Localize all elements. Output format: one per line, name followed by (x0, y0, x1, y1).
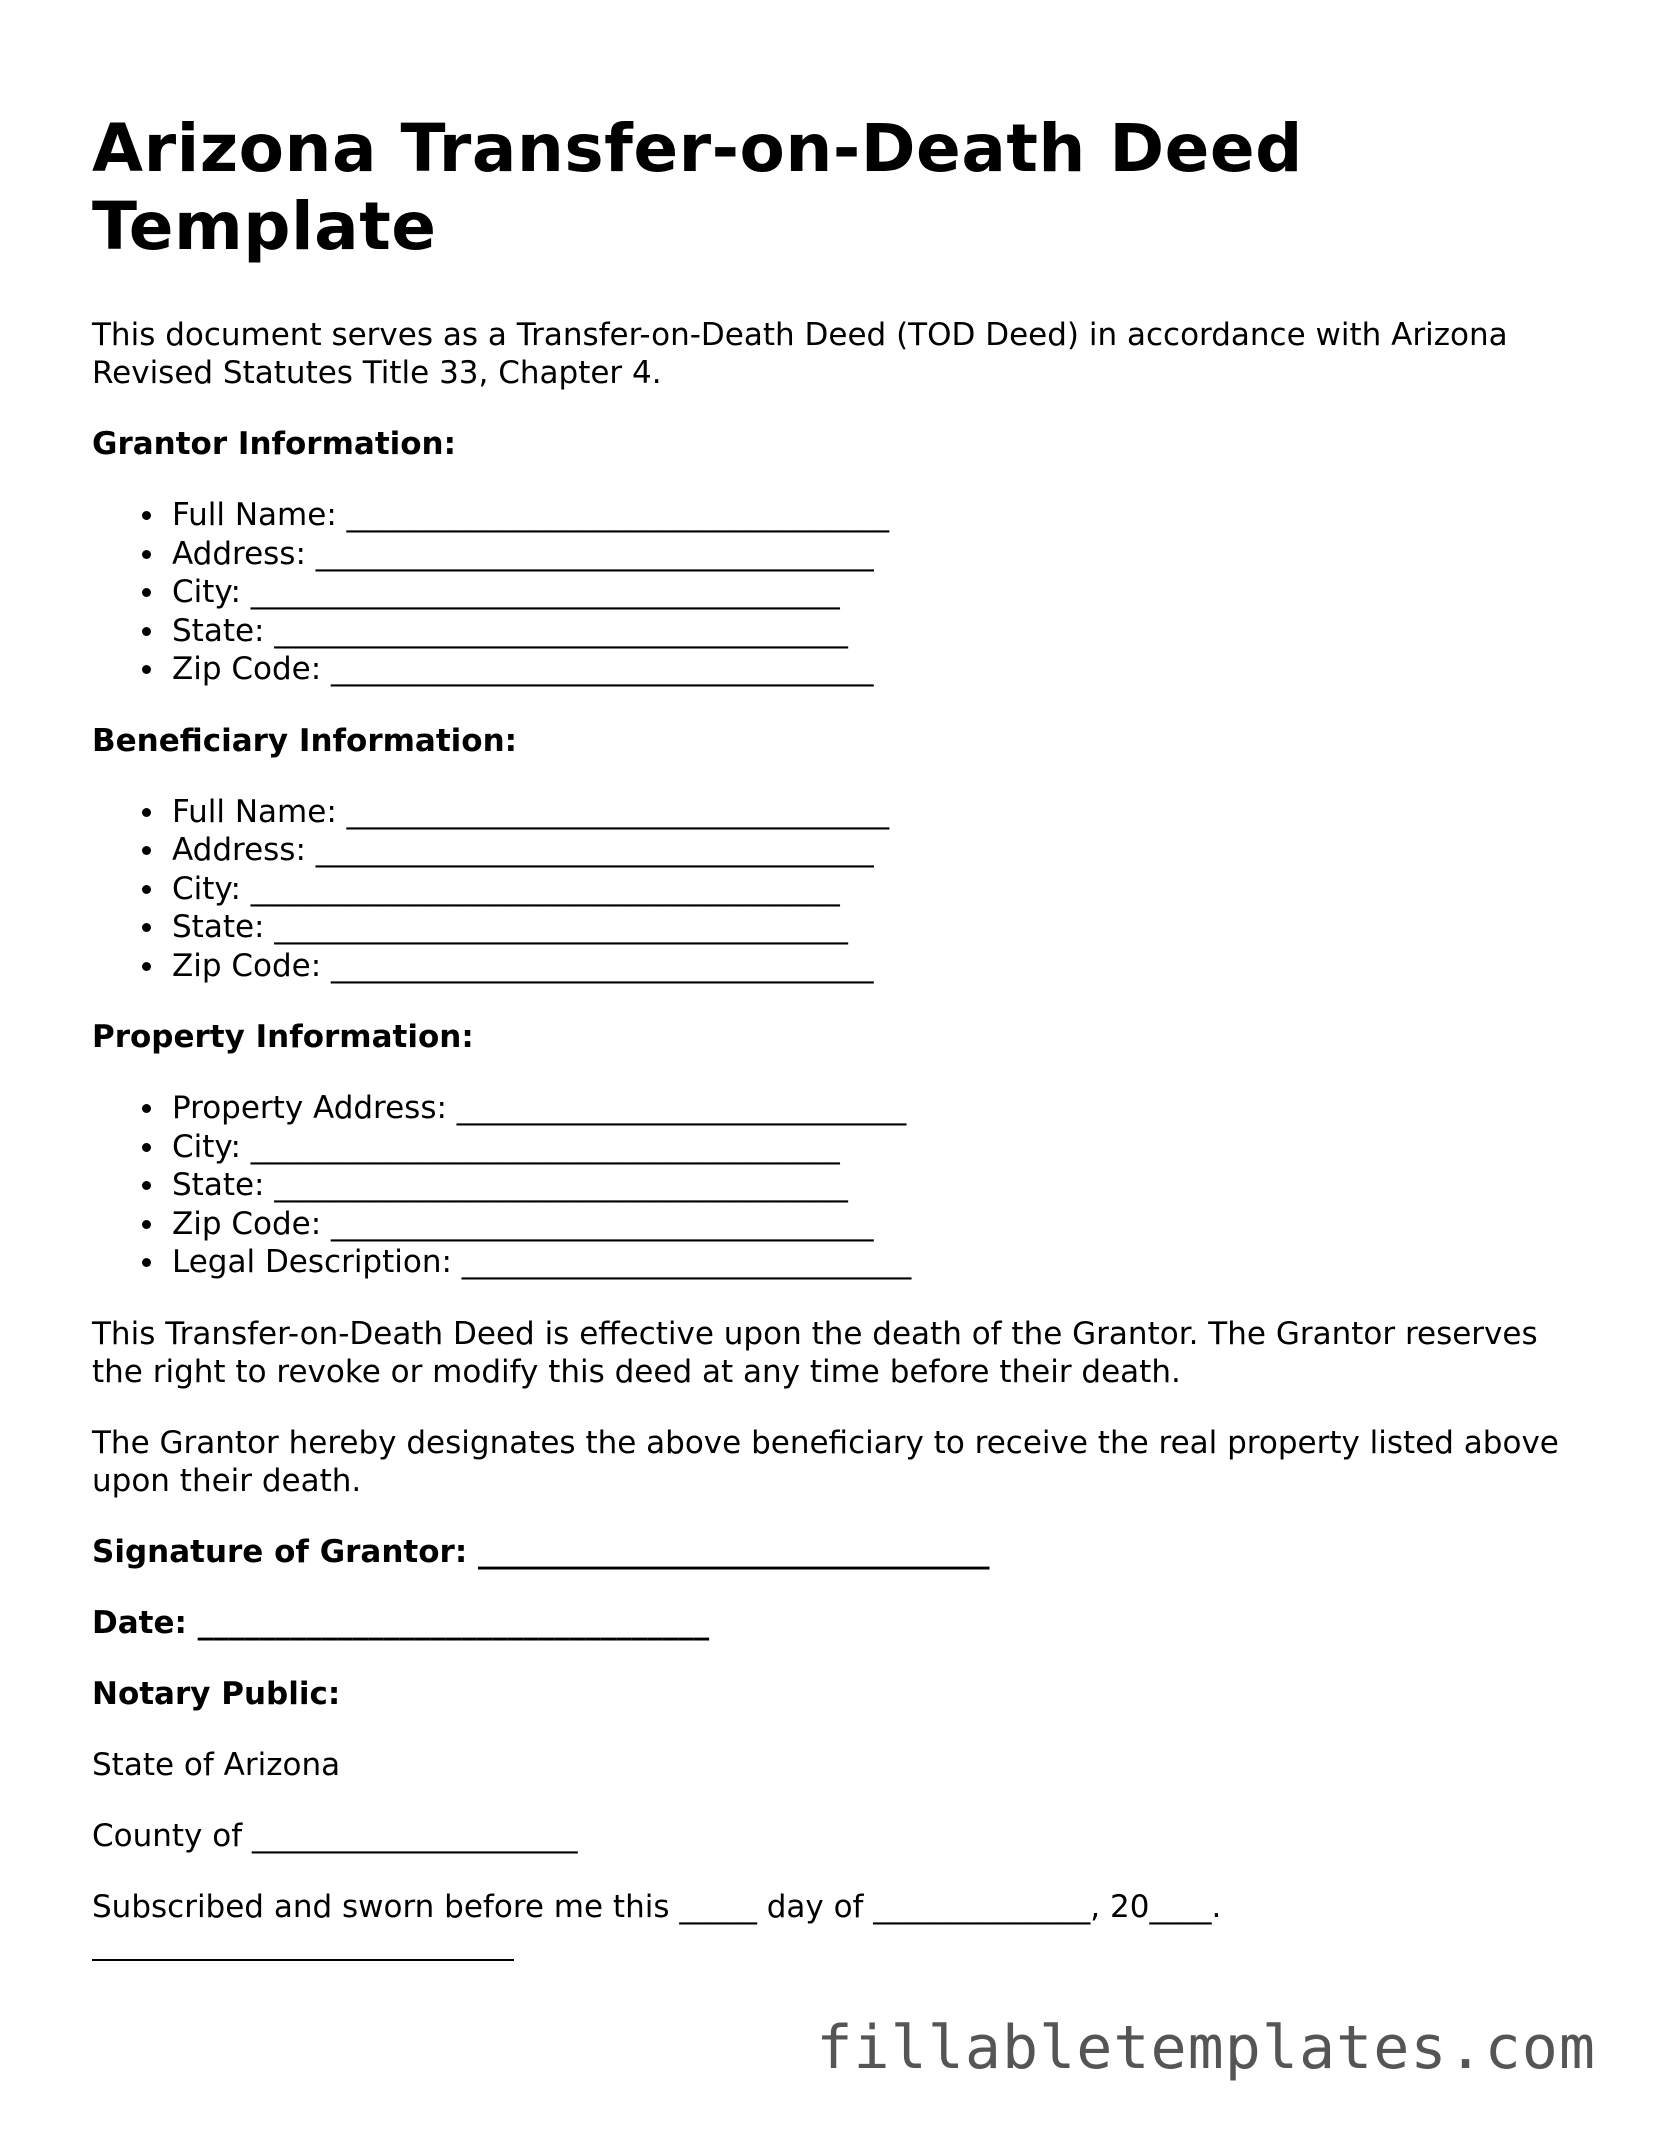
grantor-heading: Grantor Information: (92, 426, 457, 462)
property-heading: Property Information: (92, 1019, 474, 1055)
property-address-field[interactable]: Property Address: _____________________________ (172, 1089, 1572, 1128)
beneficiary-city-field[interactable]: City: ______________________________________ (172, 870, 1572, 909)
document-page (92, 110, 1572, 1961)
grantor-zip-field[interactable]: Zip Code: ___________________________________ (172, 650, 1572, 689)
property-city-field[interactable]: City: ______________________________________ (172, 1128, 1572, 1167)
grantor-signature-field[interactable]: Signature of Grantor: _________________________________ (92, 1533, 990, 1570)
watermark: fillabletemplates.com (816, 2013, 1596, 2083)
grantor-address-field[interactable]: Address: ____________________________________ (172, 535, 1572, 574)
intro-paragraph: This document serves as a Transfer-on-Death Deed (TOD Deed) in accordance with Arizona Revised Statutes Title 33, Chapter 4. (92, 317, 1508, 391)
notary-heading: Notary Public: (92, 1675, 341, 1712)
property-legal-description-field[interactable]: Legal Description: _____________________________ (172, 1243, 1572, 1282)
notary-county-field[interactable]: County of _____________________ (92, 1817, 578, 1854)
notary-signature-line[interactable] (92, 1959, 514, 1961)
beneficiary-state-field[interactable]: State: _____________________________________ (172, 908, 1572, 947)
notary-state: State of Arizona (92, 1746, 341, 1783)
beneficiary-zip-field[interactable]: Zip Code: ___________________________________ (172, 947, 1572, 986)
beneficiary-fields (92, 793, 1572, 986)
grantor-full-name-field[interactable]: Full Name: ___________________________________ (172, 496, 1572, 535)
notary-sworn-statement[interactable]: Subscribed and sworn before me this _____ day of ______________, 20____. (92, 1888, 1222, 1925)
property-zip-field[interactable]: Zip Code: ___________________________________ (172, 1205, 1572, 1244)
date-field[interactable]: Date: _________________________________ (92, 1604, 710, 1641)
property-fields (92, 1089, 1572, 1282)
beneficiary-heading: Beneficiary Information: (92, 722, 518, 759)
designation-paragraph: The Grantor hereby designates the above beneficiary to receive the real property listed above upon their death. (92, 1424, 1559, 1499)
grantor-fields (92, 496, 1572, 689)
beneficiary-full-name-field[interactable]: Full Name: ___________________________________ (172, 793, 1572, 832)
document-title: Arizona Transfer-on-Death Deed Template (92, 110, 1303, 265)
beneficiary-address-field[interactable]: Address: ____________________________________ (172, 831, 1572, 870)
effective-paragraph: This Transfer-on-Death Deed is effective upon the death of the Grantor. The Grantor reserves the right to revoke or modify this deed at any time before their death. (92, 1315, 1538, 1390)
property-state-field[interactable]: State: _____________________________________ (172, 1166, 1572, 1205)
grantor-city-field[interactable]: City: ______________________________________ (172, 573, 1572, 612)
grantor-state-field[interactable]: State: _____________________________________ (172, 612, 1572, 651)
